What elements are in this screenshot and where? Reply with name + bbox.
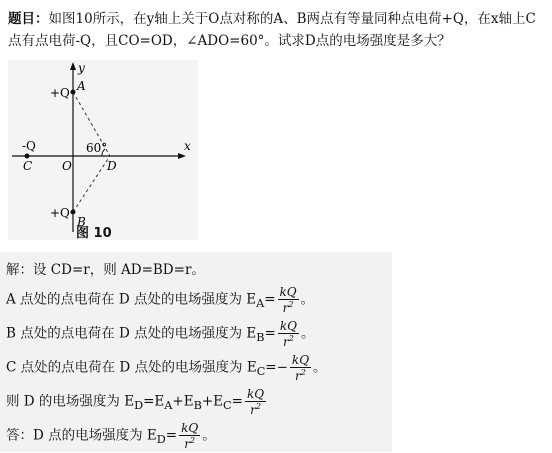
line5-equals: = [231,393,243,410]
frac-num: kQ [291,353,310,367]
line5-sub-b: B [193,399,202,413]
solution-line-3 [6,320,314,348]
line5-text: 则 D 的电场强度为 E [6,393,135,410]
line6-equals: = [165,427,178,444]
frac-den [295,368,306,382]
line4-period: 。 [313,359,327,376]
frac-num: kQ [181,421,199,435]
frac-num: kQ [246,387,265,401]
line6-subscript: D [156,433,166,447]
frac-num: kQ [279,319,297,333]
point-a-dot [71,90,76,95]
point-c-label: C [23,159,33,173]
frac-den-r: r [282,335,289,349]
line4-equals-neg: =− [265,359,288,376]
point-c-dot [25,154,30,159]
line2-period: 。 [300,291,315,308]
line5-plus-eb: +E [172,393,194,410]
fraction-kq-r2 [278,320,299,348]
line3-text: B 点处的点电荷在 D 点处的电场强度为 E [6,325,257,342]
x-axis-arrow [178,153,186,159]
frac-den [184,436,195,450]
minus-q-label: -Q [22,139,36,153]
origin-label: O [62,159,72,173]
fraction-kq-r2 [278,286,299,314]
plus-q-bottom-label: +Q [50,206,70,220]
point-b-dot [71,210,76,215]
line5-sub-c: C [223,399,232,413]
solution-line-2 [6,286,314,314]
frac-den-r: r [250,403,256,417]
point-d-label: D [107,159,117,173]
line3-subscript: B [256,331,265,345]
frac-den-r: r [282,301,289,315]
y-axis-label: y [78,61,85,75]
fraction-kq-r2 [245,388,266,416]
fraction-kq-r2 [179,422,200,450]
line5-sub-a: A [164,399,173,413]
solution-line-5 [6,388,268,416]
problem-title: 题目： [8,11,49,27]
line4-text: C 点处的点电荷在 D 点处的电场强度为 E [6,359,257,376]
line2-equals: = [264,291,276,308]
frac-den [250,402,261,416]
frac-exp: 2 [288,300,294,309]
field-diagram [8,60,198,240]
line5-sub-d: D [134,399,144,413]
frac-den [283,334,294,348]
solution-line-1: 解：设 CD=r，则 AD=BD=r。 [6,262,205,278]
frac-exp: 2 [300,368,306,377]
fraction-kq-r2 [290,354,311,382]
diagram-figure [8,60,198,240]
frac-den [283,300,294,314]
line-bd [73,156,110,212]
angle-label: 60° [86,141,108,155]
problem-statement [8,8,546,52]
line6-period: 。 [202,427,216,444]
frac-exp: 2 [255,402,261,411]
line2-subscript: A [256,297,265,311]
problem-text: 如图10所示，在y轴上关于O点对称的A、B两点有等量同种点电荷+Q，在x轴上C点有点电荷-Q，且CO=OD，∠ADO=60°。试求D点的电场强度是多大？ [8,11,536,49]
solution-line-6 [6,422,216,450]
line5-plus-ec: +E [201,393,224,410]
line2-text: A 点处的点电荷在 D 点处的电场强度为 E [6,291,257,308]
frac-den-r: r [184,437,190,451]
point-a-label: A [77,79,86,93]
line6-text: 答：D 点的电场强度为 E [6,427,157,444]
solution-block [0,252,392,452]
line5-eq-ea: =E [143,393,165,410]
x-axis-label: x [184,139,191,153]
solution-line-4 [6,354,327,382]
line3-period: 。 [300,325,315,342]
line4-subscript: C [256,365,266,379]
plus-q-top-label: +Q [50,86,70,100]
frac-num: kQ [279,285,297,299]
frac-exp: 2 [288,334,294,343]
y-axis-arrow [70,62,76,70]
frac-exp: 2 [189,436,196,445]
frac-den-r: r [295,369,301,383]
figure-caption: 图 10 [76,226,112,241]
line3-equals: = [264,325,276,342]
point-b-label: B [77,215,86,229]
